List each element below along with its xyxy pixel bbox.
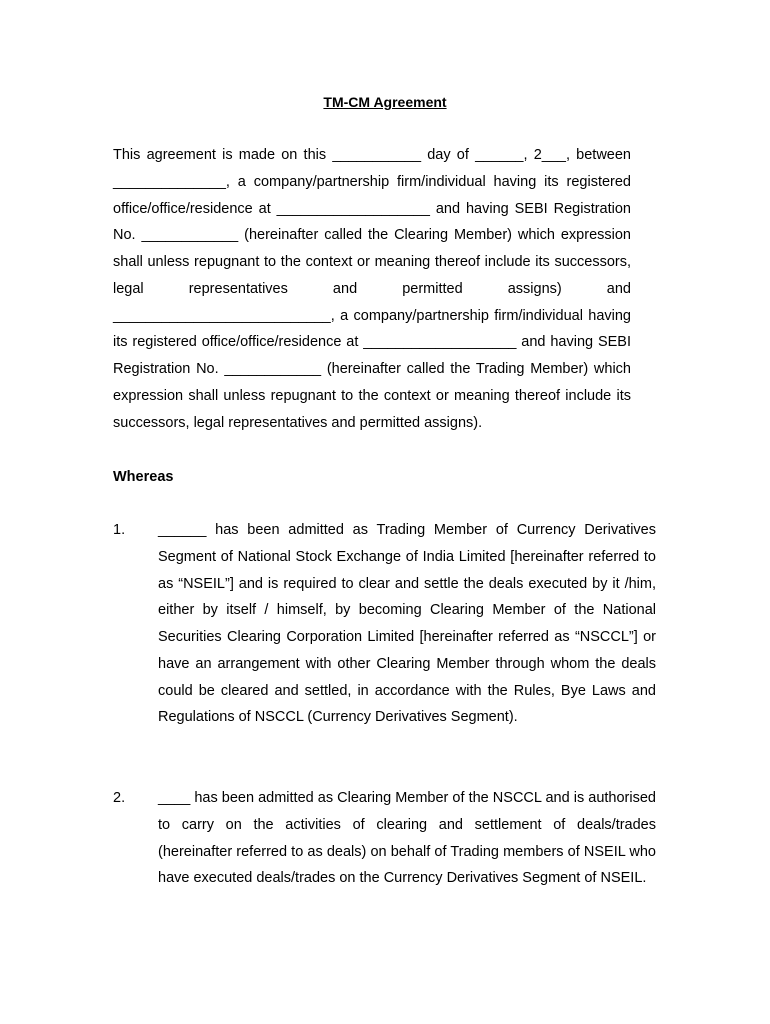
intro-paragraph: This agreement is made on this ___________ day of ______, 2___, between ______________, a company/partnership firm/individual having its registered office/office/residence at ___________________ and having SEBI Registration No. ____________ (hereinafter called the Clearing Member) which expression shall unless repugnant to the context or meaning thereof include its successors, legal representatives and permitted assigns) and ___________________________, a company/partnership firm/individual having its registered office/office/residence at ___________________ and having SEBI Registration No. ____________ (hereinafter called the Trading Member) which expression shall unless repugnant to the context or meaning thereof include its successors, legal representatives and permitted assigns). (113, 147, 631, 431)
document-title: TM-CM Agreement (323, 94, 447, 110)
item-2-number: 2. (113, 790, 126, 806)
whereas-heading: Whereas (113, 469, 174, 485)
item-2-text: ____ has been admitted as Clearing Member of the NSCCL and is authorised to carry on the activities of clearing and settlement of deals/trades (hereinafter referred to as deals) on behalf of Trading members of NSEIL who have executed deals/trades on the Currency Derivatives Segment of NSEIL. (158, 790, 656, 887)
item-1-text: ______ has been admitted as Trading Member of Currency Derivatives Segment of National Stock Exchange of India Limited [hereinafter referred to as “NSEIL”] and is required to clear and settle the deals executed by it /him, either by itself / himself, by becoming Clearing Member of the National Securities Clearing Corporation Limited [hereinafter referred as “NSCCL”] or have an arrangement with other Clearing Member through whom the deals could be cleared and settled, in accordance with the Rules, Bye Laws and Regulations of NSCCL (Currency Derivatives Segment). (158, 522, 656, 726)
item-1-number: 1. (113, 522, 126, 538)
